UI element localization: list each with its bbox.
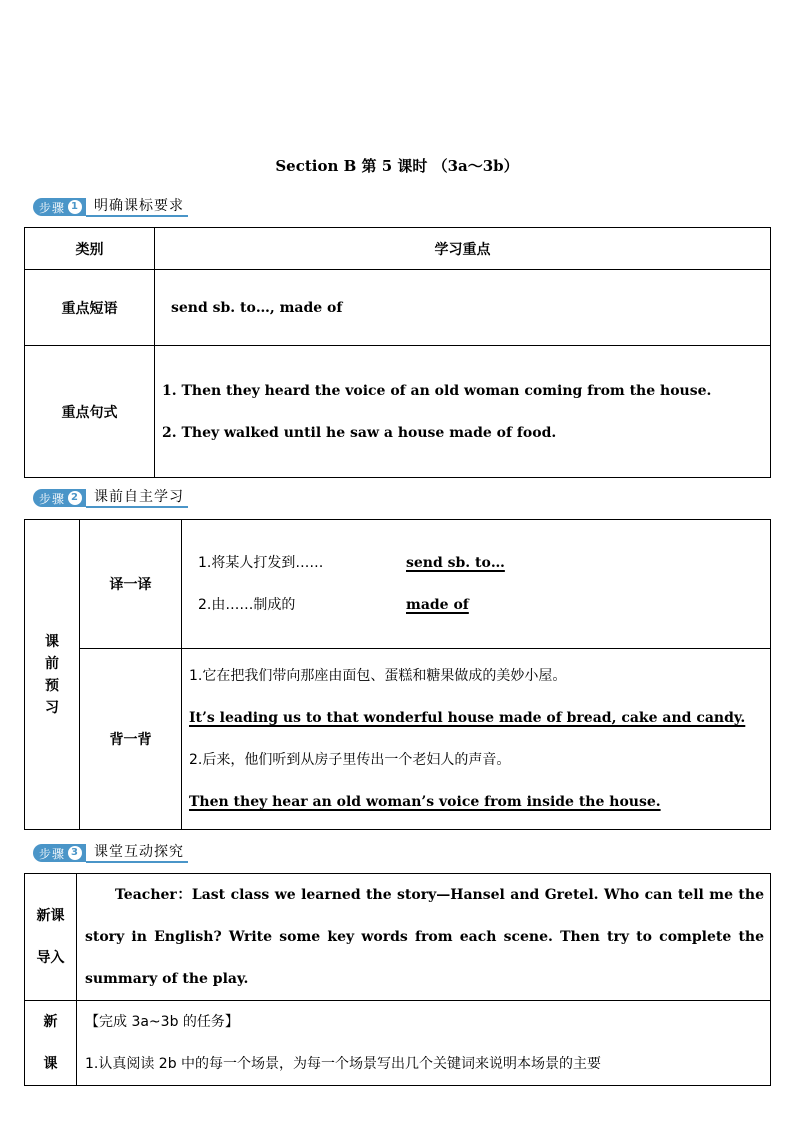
- translate-1-cn: 1.将某人打发到……: [198, 555, 324, 571]
- recite-2-cn: 2.后来，他们听到从房子里传出一个老妇人的声音。: [189, 752, 511, 768]
- translate-label: 译一译: [80, 520, 182, 649]
- task-1: 1.认真阅读 2b 中的每一个场景，为每一个场景写出几个关键词来说明本场景的主要: [85, 1056, 602, 1072]
- intro-label: [25, 874, 77, 1001]
- preview-table: [24, 519, 771, 830]
- translate-row-2: [198, 584, 770, 626]
- step-3-header: [33, 844, 188, 862]
- header-category: 类别: [25, 228, 155, 270]
- step-1-header: [33, 198, 188, 216]
- new-lesson-label-line-2: 课: [43, 1056, 58, 1072]
- translate-2-cn: 2.由……制成的: [198, 597, 296, 613]
- step-1-number: 1: [68, 200, 82, 214]
- step-3-tag-text: 步骤: [39, 846, 66, 861]
- step-2-number: 2: [68, 491, 82, 505]
- new-lesson-label: [25, 1001, 77, 1086]
- step-2-label: 课前自主学习: [86, 488, 188, 508]
- phrases-label: 重点短语: [25, 270, 155, 346]
- sentences-label: 重点句式: [25, 346, 155, 478]
- task-cell: [77, 1001, 771, 1086]
- phrases-value: send sb. to…, made of: [155, 270, 771, 346]
- page-title: Section B 第 5 课时 （3a～3b）: [275, 157, 519, 175]
- task-title: 【完成 3a~3b 的任务】: [85, 1014, 239, 1030]
- preview-side-label: [25, 520, 80, 830]
- side-char-2: 前: [45, 655, 59, 672]
- step-2-header: [33, 489, 188, 507]
- recite-2-en: Then they hear an old woman’s voice from inside the house.: [189, 794, 661, 810]
- sentence-1: 1. Then they heard the voice of an old woman coming from the house.: [162, 382, 712, 399]
- sentence-2: 2. They walked until he saw a house made of food.: [162, 424, 557, 441]
- side-char-1: 课: [45, 633, 59, 650]
- recite-1-cn: 1.它在把我们带向那座由面包、蛋糕和糖果做成的美妙小屋。: [189, 668, 567, 684]
- translate-2-en: made of: [406, 597, 469, 613]
- recite-1-en: It’s leading us to that wonderful house made of bread, cake and candy.: [189, 710, 746, 726]
- step-1-tag-text: 步骤: [39, 200, 66, 215]
- key-points-table: [24, 227, 771, 478]
- translate-cell: [182, 520, 771, 649]
- intro-text: Teacher：Last class we learned the story—Hansel and Gretel. Who can tell me the story in English? Write some key words from each scene. Then try to complete the summary of the play.: [77, 874, 771, 1001]
- intro-label-line-1: 新课: [36, 908, 65, 924]
- side-char-4: 习: [45, 699, 59, 716]
- class-table: [24, 873, 771, 1086]
- sentences-cell: [155, 346, 771, 478]
- step-3-label: 课堂互动探究: [86, 843, 188, 863]
- recite-label: 背一背: [80, 649, 182, 830]
- step-1-label: 明确课标要求: [86, 197, 188, 217]
- step-1-tag: [33, 198, 86, 216]
- translate-1-en: send sb. to…: [406, 555, 505, 571]
- recite-cell: [182, 649, 771, 830]
- step-2-tag-text: 步骤: [39, 491, 66, 506]
- translate-row-1: [198, 542, 770, 584]
- new-lesson-label-line-1: 新: [43, 1014, 58, 1030]
- step-3-tag: [33, 844, 86, 862]
- intro-label-line-2: 导入: [36, 950, 65, 966]
- step-2-tag: [33, 489, 86, 507]
- side-char-3: 预: [45, 677, 59, 694]
- step-3-number: 3: [68, 846, 82, 860]
- header-focus: 学习重点: [155, 228, 771, 270]
